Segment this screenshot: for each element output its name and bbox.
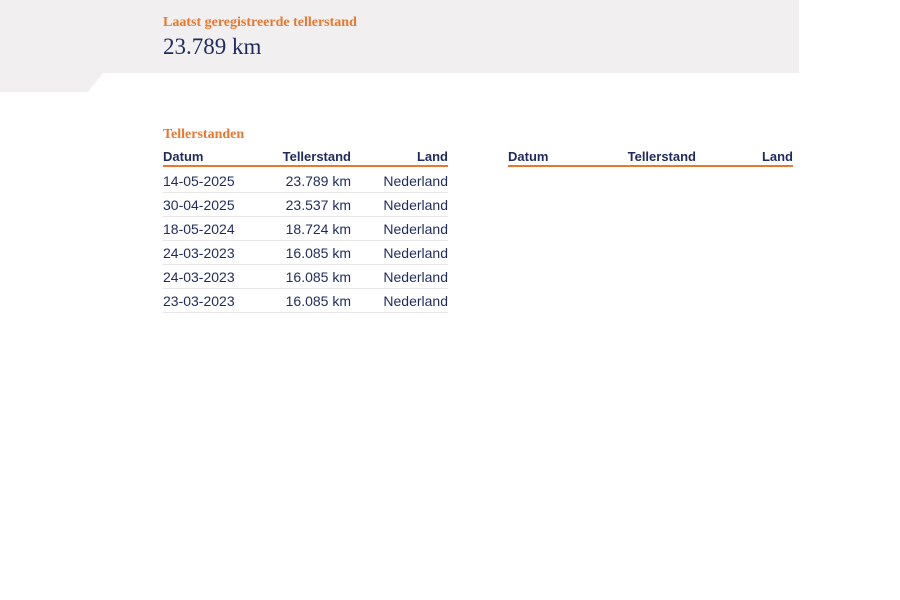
readings-table-continued [508, 148, 793, 167]
reading-date: 23-03-2023 [163, 289, 263, 313]
reading-odometer: 16.085 km [263, 289, 351, 313]
reading-country: Nederland [351, 289, 448, 313]
reading-country: Nederland [351, 217, 448, 241]
table-row [163, 217, 448, 241]
reading-odometer: 23.789 km [263, 166, 351, 193]
table-row [163, 265, 448, 289]
table-row [163, 241, 448, 265]
latest-reading-value: 23.789 km [163, 34, 262, 59]
reading-country: Nederland [351, 241, 448, 265]
column-header-country: Land [696, 148, 793, 166]
column-header-date: Datum [508, 148, 608, 166]
reading-date: 24-03-2023 [163, 241, 263, 265]
readings-section-title: Tellerstanden [163, 127, 245, 142]
reading-odometer: 16.085 km [263, 241, 351, 265]
reading-date: 24-03-2023 [163, 265, 263, 289]
column-header-date: Datum [163, 148, 263, 166]
reading-date: 18-05-2024 [163, 217, 263, 241]
reading-odometer: 18.724 km [263, 217, 351, 241]
table-header-row [163, 148, 448, 166]
table-row [163, 289, 448, 313]
column-header-odometer: Tellerstand [608, 148, 696, 166]
reading-date: 30-04-2025 [163, 193, 263, 217]
column-header-country: Land [351, 148, 448, 166]
reading-country: Nederland [351, 166, 448, 193]
reading-country: Nederland [351, 265, 448, 289]
reading-odometer: 16.085 km [263, 265, 351, 289]
column-header-odometer: Tellerstand [263, 148, 351, 166]
latest-reading-label: Laatst geregistreerde tellerstand [163, 15, 357, 30]
summary-banner [0, 0, 799, 92]
table-row [163, 193, 448, 217]
reading-odometer: 23.537 km [263, 193, 351, 217]
reading-date: 14-05-2025 [163, 166, 263, 193]
table-row [163, 166, 448, 193]
table-header-row [508, 148, 793, 166]
reading-country: Nederland [351, 193, 448, 217]
readings-table [163, 148, 448, 313]
